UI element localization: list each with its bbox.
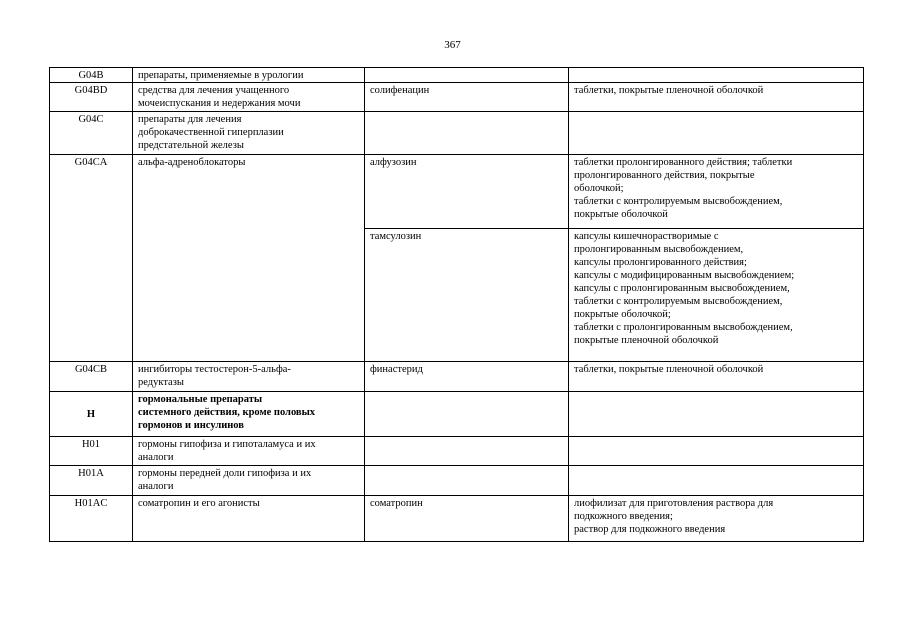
substance-cell <box>365 437 569 466</box>
substance-cell: тамсулозин <box>365 229 569 362</box>
group-name-cell: препараты, применяемые в урологии <box>133 68 365 83</box>
group-name-cell: средства для лечения учащенного мочеиспускания и недержания мочи <box>133 83 365 112</box>
dosage-forms-cell: таблетки, покрытые пленочной оболочкой <box>569 83 864 112</box>
group-name-cell: соматропин и его агонисты <box>133 496 365 542</box>
group-name-cell: гормоны передней доли гипофиза и их аналоги <box>133 466 365 496</box>
page-number: 367 <box>444 39 461 51</box>
group-name-cell: гормоны гипофиза и гипоталамуса и их аналоги <box>133 437 365 466</box>
table-row <box>50 437 864 466</box>
substance-cell <box>365 466 569 496</box>
group-name-cell: ингибиторы тестостерон-5-альфа- редуктазы <box>133 362 365 392</box>
dosage-forms-cell: таблетки, покрытые пленочной оболочкой <box>569 362 864 392</box>
atc-code-cell: G04C <box>50 112 133 155</box>
dosage-forms-cell <box>569 392 864 437</box>
atc-code-cell: G04CA <box>50 155 133 362</box>
substance-cell: алфузозин <box>365 155 569 229</box>
dosage-forms-cell <box>569 437 864 466</box>
atc-code-cell: H <box>50 392 133 437</box>
atc-code-cell: H01 <box>50 437 133 466</box>
table-row <box>50 155 864 229</box>
substance-cell: соматропин <box>365 496 569 542</box>
atc-code-cell: G04B <box>50 68 133 83</box>
table-row <box>50 112 864 155</box>
table-row <box>50 496 864 542</box>
atc-code-cell: H01AC <box>50 496 133 542</box>
substance-cell <box>365 392 569 437</box>
dosage-forms-cell: таблетки пролонгированного действия; таблетки пролонгированного действия, покрытые оболочкой; таблетки с контролируемым высвобождением, покрытые оболочкой <box>569 155 864 229</box>
table-row <box>50 68 864 83</box>
table-row <box>50 83 864 112</box>
substance-cell <box>365 68 569 83</box>
table-row <box>50 362 864 392</box>
dosage-forms-cell: капсулы кишечнорастворимые с пролонгированным высвобождением, капсулы пролонгированного действия; капсулы с модифицированным высвобождением; капсулы с пролонгированным высвобождением, таблетки с контролируемым высвобождением, покрытые оболочкой; таблетки с пролонгированным высвобождением, покрытые пленочной оболочкой <box>569 229 864 362</box>
group-name-cell: препараты для лечения доброкачественной гиперплазии предстательной железы <box>133 112 365 155</box>
atc-code-cell: G04CB <box>50 362 133 392</box>
substance-cell: солифенацин <box>365 83 569 112</box>
table-row <box>50 466 864 496</box>
substance-cell <box>365 112 569 155</box>
group-name-cell: альфа-адреноблокаторы <box>133 155 365 362</box>
group-name-cell: гормональные препараты системного действия, кроме половых гормонов и инсулинов <box>133 392 365 437</box>
table-row <box>50 392 864 437</box>
dosage-forms-cell <box>569 466 864 496</box>
drug-table <box>49 67 864 542</box>
atc-code-cell: G04BD <box>50 83 133 112</box>
substance-cell: финастерид <box>365 362 569 392</box>
dosage-forms-cell <box>569 68 864 83</box>
dosage-forms-cell: лиофилизат для приготовления раствора для подкожного введения; раствор для подкожного введения <box>569 496 864 542</box>
atc-code-cell: H01A <box>50 466 133 496</box>
dosage-forms-cell <box>569 112 864 155</box>
